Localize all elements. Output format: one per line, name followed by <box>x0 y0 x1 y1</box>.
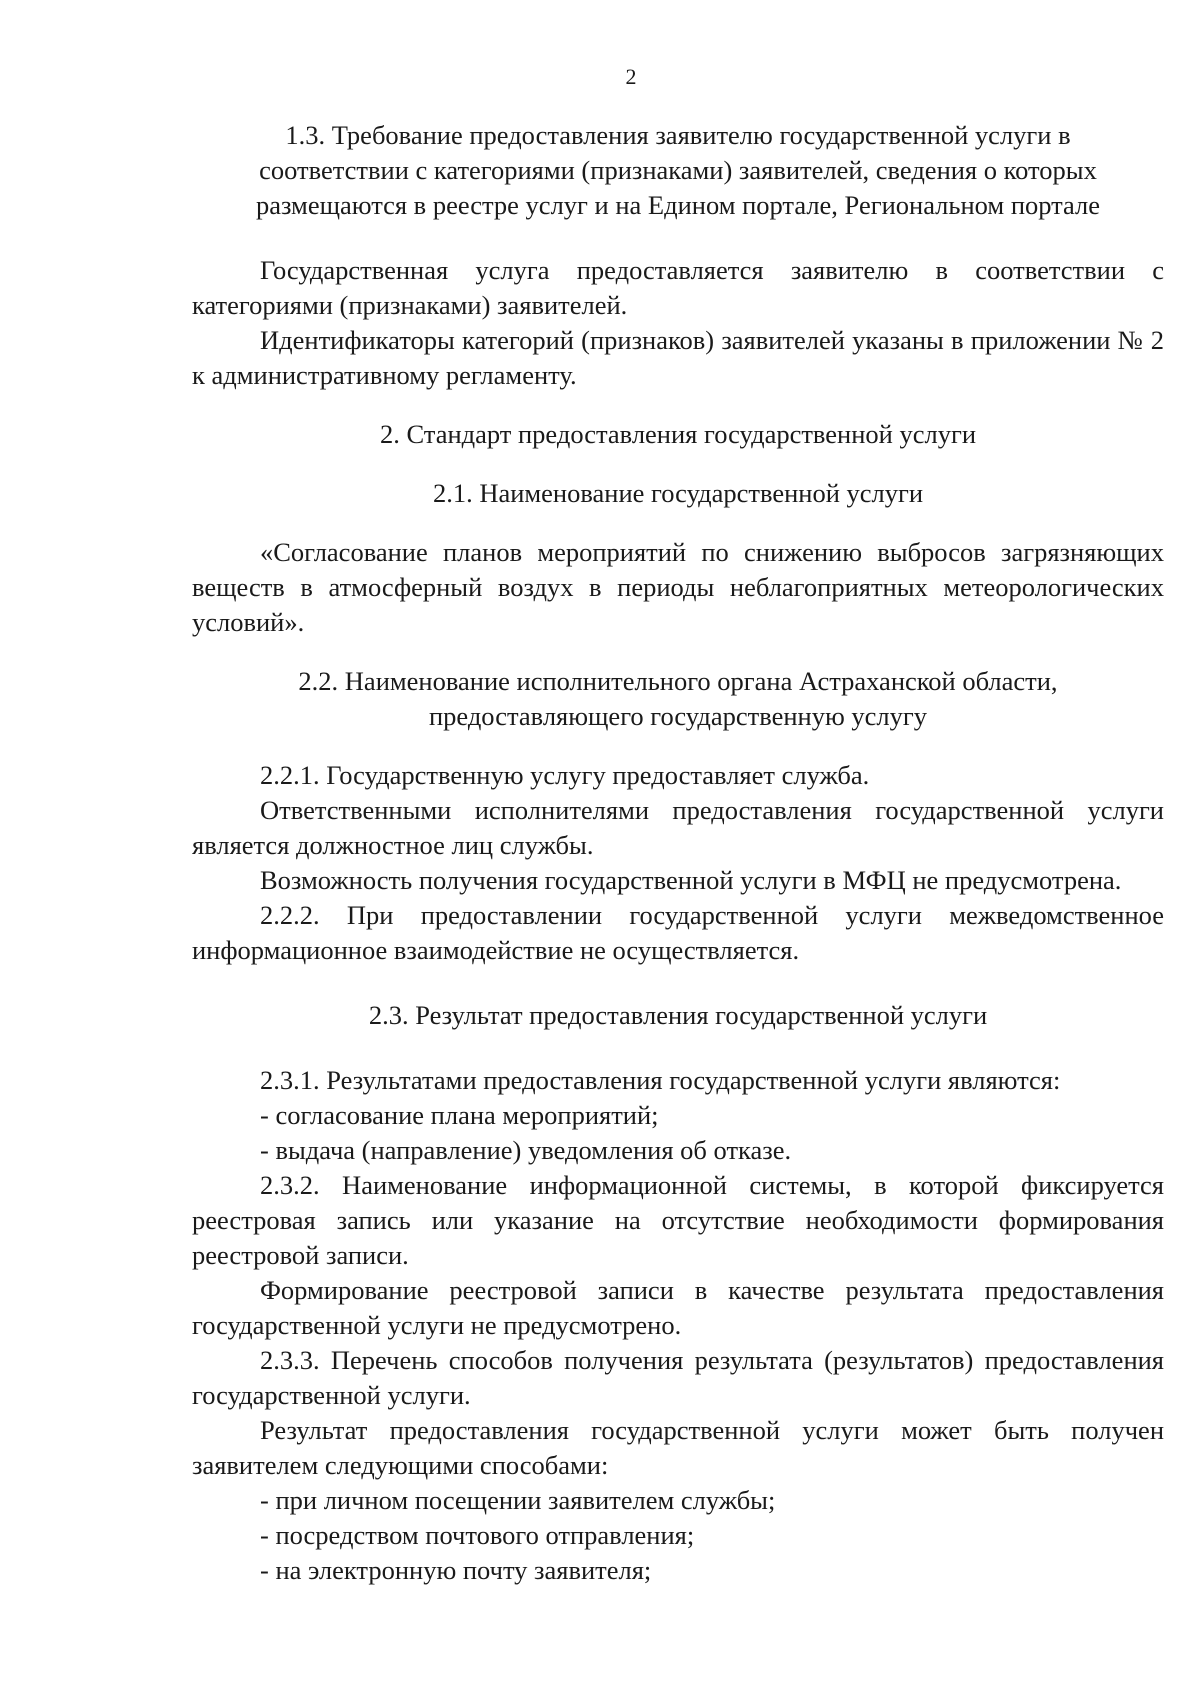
paragraph: 2.2.2. При предоставлении государственной услуги межведомственное информационное взаимодействие не осуществляется. <box>192 900 1164 965</box>
section-2-heading: 2. Стандарт предоставления государственной услуги <box>379 419 977 449</box>
section-1-3-heading: 1.3. Требование предоставления заявителю государственной услуги в соответствии с категориями (признаками) заявителей, сведения о которых размещаются в реестре услуг и на Едином портале, Региональном портале <box>255 120 1101 220</box>
list-item: - выдача (направление) уведомления об отказе. <box>260 1135 792 1165</box>
paragraph: Формирование реестровой записи в качестве результата предоставления государственной услуги не предусмотрено. <box>192 1275 1164 1340</box>
list-item: - при личном посещении заявителем службы; <box>260 1485 776 1515</box>
list-item: - посредством почтового отправления; <box>260 1520 695 1550</box>
section-2-1-heading: 2.1. Наименование государственной услуги <box>432 478 924 508</box>
service-name-paragraph: «Согласование планов мероприятий по снижению выбросов загрязняющих веществ в атмосферный воздух в периоды неблагоприятных метеорологических условий». <box>192 537 1164 637</box>
page-number: 2 <box>625 64 637 89</box>
list-item: - согласование плана мероприятий; <box>260 1100 659 1130</box>
list-item: - на электронную почту заявителя; <box>260 1555 652 1585</box>
section-2-2-heading: 2.2. Наименование исполнительного органа Астраханской области, предоставляющего государственную услугу <box>298 666 1058 731</box>
paragraph: 2.3.2. Наименование информационной системы, в которой фиксируется реестровая запись или указание на отсутствие необходимости формирования реестровой записи. <box>192 1170 1164 1270</box>
paragraph: Результат предоставления государственной услуги может быть получен заявителем следующими способами: <box>192 1415 1164 1480</box>
paragraph: Возможность получения государственной услуги в МФЦ не предусмотрена. <box>260 865 1122 895</box>
paragraph: 2.3.3. Перечень способов получения результата (результатов) предоставления государственной услуги. <box>192 1345 1164 1410</box>
paragraph: Государственная услуга предоставляется заявителю в соответствии с категориями (признаками) заявителей. <box>192 255 1164 320</box>
paragraph: Идентификаторы категорий (признаков) заявителей указаны в приложении № 2 к административному регламенту. <box>192 325 1164 390</box>
section-2-3-heading: 2.3. Результат предоставления государственной услуги <box>368 1000 988 1030</box>
page-content <box>192 118 1164 1588</box>
paragraph: 2.2.1. Государственную услугу предоставляет служба. <box>260 760 870 790</box>
paragraph: 2.3.1. Результатами предоставления государственной услуги являются: <box>260 1065 1061 1095</box>
paragraph: Ответственными исполнителями предоставления государственной услуги является должностное лиц службы. <box>192 795 1164 860</box>
